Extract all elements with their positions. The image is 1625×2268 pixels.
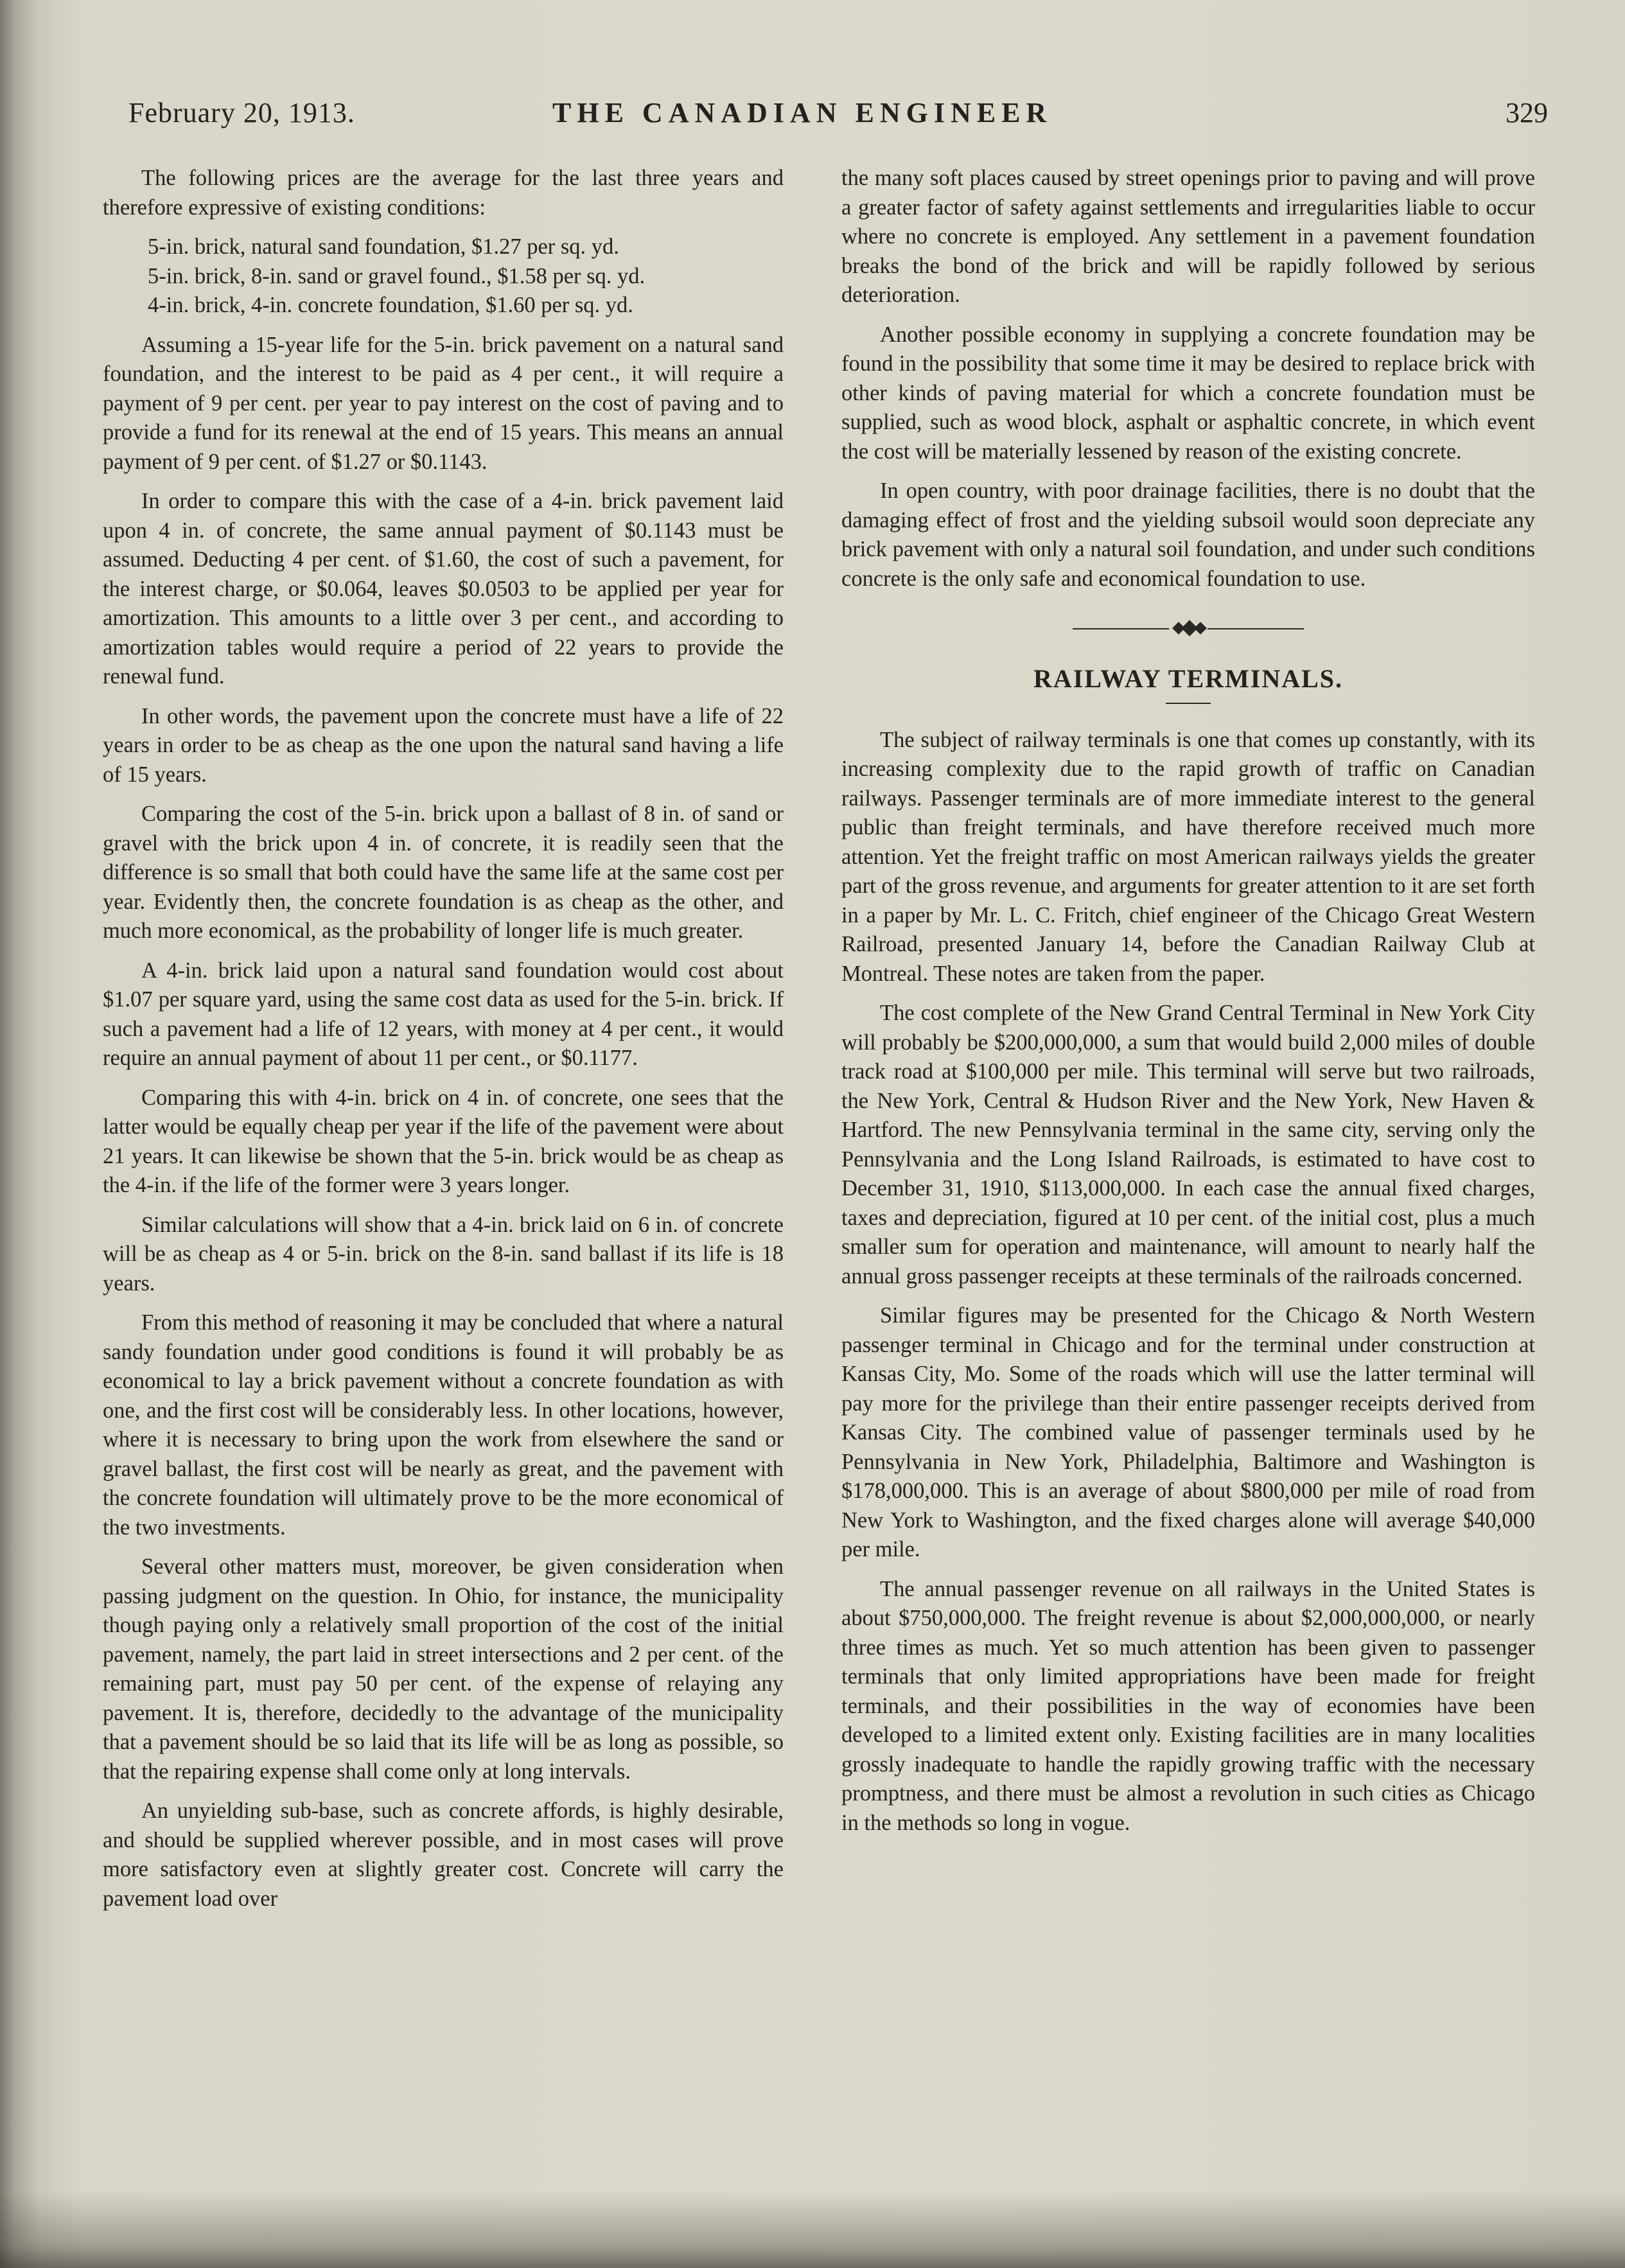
paragraph: An unyielding sub-base, such as concrete affords, is highly desirable, and should be supplied wherever possible, and in most cases will prove more satisfactory even at slightly greater cost. Concrete will carry the pavement load over	[103, 1798, 784, 1911]
paragraph: Similar calculations will show that a 4-in. brick laid on 6 in. of concrete will be as cheap as 4 or 5-in. brick on the 8-in. sand ballast if its life is 18 years.	[103, 1212, 784, 1296]
price-item: 5-in. brick, natural sand foundation, $1.27 per sq. yd.	[148, 234, 619, 259]
section-divider-ornament	[1073, 619, 1304, 638]
paragraph: The subject of railway terminals is one that comes up constantly, with its increasing complexity due to the rapid growth of traffic on Canadian railways. Passenger terminals are of more immediate interest to the general public than freight terminals, and have therefore received much more attention. Yet the freight traffic on most American railways yields the greater part of the gross revenue, and arguments for greater attention to it are set forth in a paper by Mr. L. C. Fritch, chief engineer of the Chicago Great Western Railroad, presented January 14, before the Canadian Railway Club at Montreal. These notes are taken from the paper.	[841, 727, 1535, 986]
paragraph: Several other matters must, moreover, be given consideration when passing judgment on the question. In Ohio, for instance, the municipality though paying only a relatively small proportion of the cost of the initial pavement, namely, the part laid in street intersections and 2 per cent. of the remaining part, must pay 50 per cent. of the expense of relaying any pavement. It is, therefore, decidedly to the advantage of the municipality that a pavement should be so laid that its life will be as long as possible, so that the repairing expense shall come only at long intervals.	[103, 1554, 784, 1784]
price-item: 4-in. brick, 4-in. concrete foundation, $1.60 per sq. yd.	[148, 293, 633, 317]
left-column	[103, 164, 784, 1924]
paragraph: Assuming a 15-year life for the 5-in. brick pavement on a natural sand foundation, and the interest to be paid as 4 per cent., it will require a payment of 9 per cent. per year to pay interest on the cost of paving and to provide a fund for its renewal at the end of 15 years. This means an annual payment of 9 per cent. of $1.27 or $0.1143.	[103, 332, 784, 474]
price-list	[103, 233, 784, 321]
paragraph: Comparing the cost of the 5-in. brick upon a ballast of 8 in. of sand or gravel with the brick upon 4 in. of concrete, it is readily seen that the difference is so small that both could have the same life at the same cost per year. Evidently then, the concrete foundation is as cheap as the other, and much more economical, as the probability of longer life is much greater.	[103, 802, 784, 943]
paragraph: In order to compare this with the case of a 4-in. brick pavement laid upon 4 in. of concrete, the same annual payment of $0.1143 must be assumed. Deducting 4 per cent. of $1.60, the cost of such a pavement, for the interest charge, or $0.064, leaves $0.0503 to be applied per year for amortization. This amounts to a little over 3 per cent., and according to amortization tables would require a period of 22 years to provide the renewal fund.	[103, 489, 784, 689]
right-column	[841, 164, 1535, 1848]
paragraph: Similar figures may be presented for the Chicago & North Western passenger terminal in Chicago and for the terminal under construction at Kansas City, Mo. Some of the roads which will use the latter terminal will pay more for the privilege than their entire passenger receipts derived from Kansas City. The combined value of passenger terminals used by he Pennsylvania in New York, Philadelphia, Baltimore and Washington is $178,000,000. This is an average of about $800,000 per mile of road from New York to Washington, and the fixed charges alone will average $40,000 per mile.	[841, 1303, 1535, 1561]
paragraph: A 4-in. brick laid upon a natural sand foundation would cost about $1.07 per square yard, using the same cost data as used for the 5-in. brick. If such a pavement had a life of 12 years, with money at 4 per cent., it would require an annual payment of about 11 per cent., or $0.1177.	[103, 958, 784, 1070]
intro-paragraph: The following prices are the average for the last three years and therefore expressive of existing conditions:	[103, 166, 784, 220]
journal-title: THE CANADIAN ENGINEER	[552, 97, 1053, 128]
paragraph: The annual passenger revenue on all railways in the United States is about $750,000,000. The freight revenue is about $2,000,000,000, or nearly three times as much. Yet so much attention has been given to passenger terminals that only limited appropriations have been made for freight terminals, and their possibilities in the way of economies have been developed to a limited extent only. Existing facilities are in many localities grossly inadequate to handle the rapidly growing traffic with the necessary promptness, and there must be almost a revolution in such cities as Chicago in the methods so long in vogue.	[841, 1576, 1535, 1835]
page-number: 329	[1506, 97, 1548, 128]
issue-date: February 20, 1913.	[128, 97, 355, 128]
paragraph: The cost complete of the New Grand Central Terminal in New York City will probably be $200,000,000, a sum that would build 2,000 miles of double track road at $100,000 per mile. This terminal will serve but two railroads, the New York, Central & Hudson River and the New York, New Haven & Hartford. The new Pennsylvania terminal in the same city, serving only the Pennsylvania and the Long Island Railroads, is estimated to have cost to December 31, 1910, $113,000,000. In each case the annual fixed charges, taxes and depreciation, figured at 10 per cent. of the initial cost, plus a much smaller sum for operation and maintenance, will amount to nearly half the annual gross passenger receipts at these terminals of the railroads concerned.	[841, 1001, 1535, 1288]
page-header	[128, 96, 1548, 141]
paragraph: In other words, the pavement upon the concrete must have a life of 22 years in order to be as cheap as the one upon the natural sand having a life of 15 years.	[103, 703, 784, 787]
paragraph: In open country, with poor drainage facilities, there is no doubt that the damaging effect of frost and the yielding subsoil would soon depreciate any brick pavement with only a natural soil foundation, and under such conditions concrete is the only safe and economical foundation to use.	[841, 479, 1535, 591]
paragraph: From this method of reasoning it may be concluded that where a natural sandy foundation under good conditions is found it will probably be as economical to lay a brick pavement without a concrete foundation as with one, and the first cost will be considerably less. In other locations, however, where it is necessary to bring upon the work from elsewhere the sand or gravel ballast, the first cost will be nearly as great, and the pavement with the concrete foundation will ultimately prove to be the more economical of the two investments.	[103, 1310, 784, 1540]
paragraph: Another possible economy in supplying a concrete foundation may be found in the possibility that some time it may be desired to replace brick with other kinds of paving material for which a concrete foundation must be supplied, such as wood block, asphalt or asphaltic concrete, in which event the cost will be materially lessened by reason of the existing concrete.	[841, 322, 1535, 464]
price-item: 5-in. brick, 8-in. sand or gravel found., $1.58 per sq. yd.	[148, 263, 646, 288]
page-edge-shadow	[0, 2191, 1625, 2268]
title-rule	[1166, 703, 1211, 704]
continued-paragraph: the many soft places caused by street openings prior to paving and will prove a greater factor of safety against settlements and irregularities liable to occur where no concrete is employed. Any settlement in a pavement foundation breaks the bond of the brick and will be rapidly followed by serious deterioration.	[841, 166, 1535, 307]
paragraph: Comparing this with 4-in. brick on 4 in. of concrete, one sees that the latter would be equally cheap per year if the life of the pavement were about 21 years. It can likewise be shown that the 5-in. brick would be as cheap as the 4-in. if the life of the former were 3 years longer.	[103, 1085, 784, 1197]
section-title: RAILWAY TERMINALS.	[1033, 664, 1344, 693]
